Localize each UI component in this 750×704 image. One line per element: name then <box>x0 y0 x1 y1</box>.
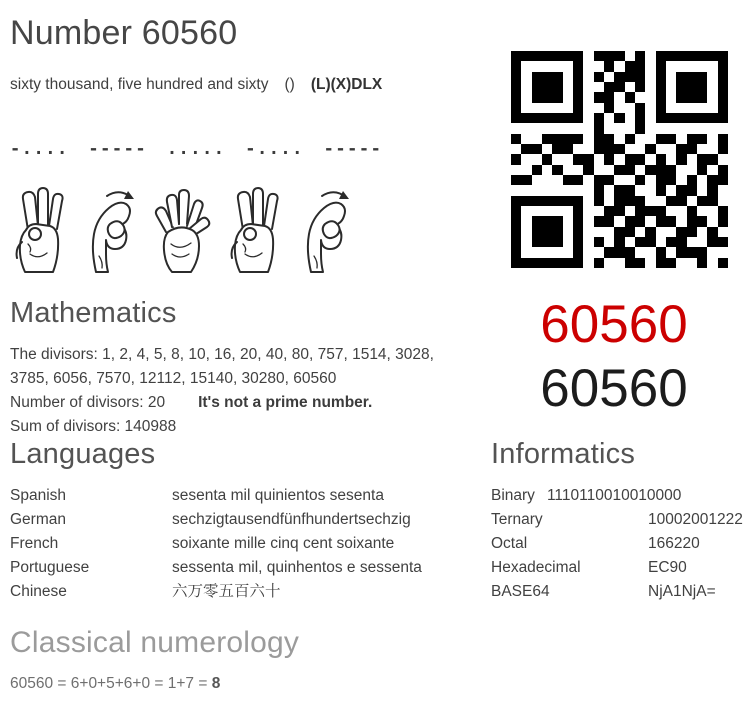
informatics-label: Octal <box>491 535 528 552</box>
informatics-label: Binary <box>491 487 535 504</box>
roman-numeral: (L)(X)DLX <box>310 76 383 93</box>
informatics-value: 166220 <box>648 535 700 552</box>
language-label: French <box>10 535 59 552</box>
language-value: sesenta mil quinientos sesenta <box>172 487 384 504</box>
number-of-divisors: Number of divisors: 20 <box>10 394 166 411</box>
informatics-table <box>491 484 750 604</box>
numerology-section <box>10 626 299 693</box>
hand-sign-0-icon <box>294 186 354 274</box>
language-value: sechzigtausendfünfhundertsechzig <box>172 511 411 528</box>
numerology-expression <box>10 675 299 693</box>
informatics-value: EC90 <box>648 559 687 576</box>
numerology-result: 8 <box>211 675 221 692</box>
language-row <box>10 532 472 556</box>
number-words: sixty thousand, five hundred and sixty <box>10 76 269 93</box>
informatics-label: Ternary <box>491 511 543 528</box>
informatics-row <box>491 556 750 580</box>
language-row <box>10 508 472 532</box>
page-title: Number 60560 <box>10 14 238 52</box>
morse-code: -.... ----- ..... -.... ----- <box>10 139 383 159</box>
informatics-heading: Informatics <box>491 438 636 470</box>
language-row <box>10 580 472 604</box>
informatics-section <box>491 438 750 604</box>
hand-sign-0-icon <box>79 186 139 274</box>
sum-of-divisors: Sum of divisors: 140988 <box>10 418 177 435</box>
language-row <box>10 484 472 508</box>
big-number-display <box>480 294 748 422</box>
informatics-value: 10002001222 <box>648 511 743 528</box>
hand-sign-5-icon <box>150 186 212 274</box>
language-value: soixante mille cinq cent soixante <box>172 535 395 552</box>
qr-code <box>511 51 728 268</box>
informatics-value: 1110110010010000 <box>546 487 682 504</box>
numerology-equation: 60560 = 6+0+5+6+0 = 1+7 = <box>10 675 212 692</box>
hand-sign-6-icon <box>8 186 68 274</box>
informatics-label: Hexadecimal <box>491 559 581 576</box>
informatics-row <box>491 532 750 556</box>
language-label: Portuguese <box>10 559 90 576</box>
language-label: German <box>10 511 66 528</box>
informatics-row <box>491 484 750 508</box>
languages-table <box>10 484 472 604</box>
language-label: Spanish <box>10 487 67 504</box>
language-row <box>10 556 472 580</box>
languages-section <box>10 438 472 604</box>
language-value: 六万零五百六十 <box>172 583 281 600</box>
informatics-label: BASE64 <box>491 583 550 600</box>
big-number-black: 60560 <box>540 359 688 418</box>
languages-heading: Languages <box>10 438 156 470</box>
mathematics-heading: Mathematics <box>10 297 177 329</box>
divisors-text: The divisors: 1, 2, 4, 5, 8, 10, 16, 20, 40, 80, 757, 1514, 3028, 3785, 6056, 7570, 12112, 15140, 30280, 60560 <box>10 346 434 387</box>
numerology-heading: Classical numerology <box>10 626 300 659</box>
big-number-red: 60560 <box>540 295 688 354</box>
hand-signs <box>8 186 354 274</box>
language-value: sessenta mil, quinhentos e sessenta <box>172 559 422 576</box>
mathematics-section <box>10 297 472 439</box>
hand-sign-6-icon <box>223 186 283 274</box>
number-word-form <box>10 76 382 94</box>
informatics-value: NjA1NjA= <box>648 583 716 600</box>
informatics-row <box>491 508 750 532</box>
informatics-row <box>491 580 750 604</box>
language-label: Chinese <box>10 583 67 600</box>
prime-note: It's not a prime number. <box>198 394 373 411</box>
empty-parentheses: () <box>284 76 295 93</box>
number-of-divisors-line <box>10 391 472 415</box>
